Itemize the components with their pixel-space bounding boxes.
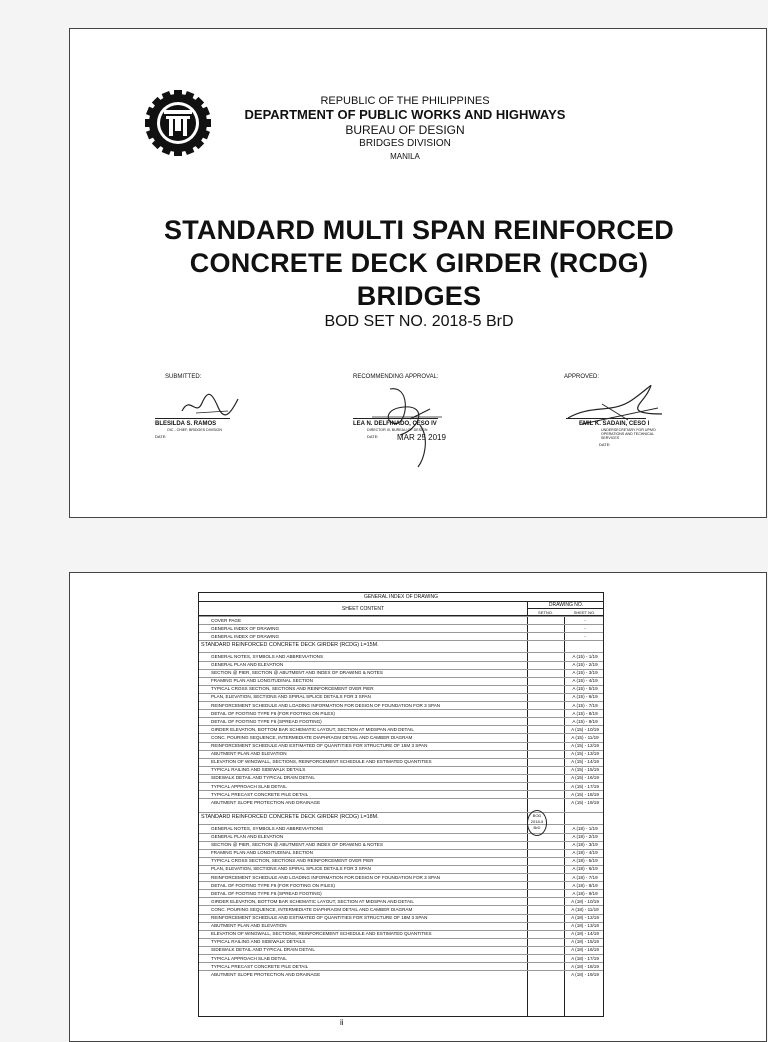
sheet-number-cell: A (15) - 14/19	[571, 759, 599, 765]
sheet-content-cell: PLAN, ELEVATION, SECTIONS AND SPIRAL SPLICE DETAILS FOR 3 SPAN	[211, 694, 371, 700]
sheet-number-cell: A (18) - 17/19	[571, 955, 599, 961]
sheet-number-cell: A (18) - 13/19	[571, 923, 599, 929]
sheet-content-cell: REINFORCEMENT SCHEDULE AND LOADING INFORMATION FOR DESIGN OF FOUNDATION FOR 3 SPAN	[211, 702, 441, 708]
sheet-number-cell: A (15) - 11/19	[571, 734, 599, 740]
sheet-content-cell: GENERAL PLAN AND ELEVATION	[211, 834, 284, 839]
sheet-number-cell: A (18) - 4/19	[572, 850, 598, 856]
signature-line-approved	[566, 418, 646, 419]
sheet-number-cell: A (15) - 3/19	[572, 670, 598, 676]
section-title: STANDARD REINFORCED CONCRETE DECK GIRDER (RCDG) L=15M.	[201, 641, 379, 648]
sheet-content-cell: REINFORCEMENT SCHEDULE AND LOADING INFORMATION FOR DESIGN OF FOUNDATION FOR 3 SPAN	[211, 874, 441, 880]
sheet-number-cell: A (15) - 7/19	[572, 702, 598, 708]
division-name: BRIDGES DIVISION	[359, 138, 451, 149]
sheet-content-cell: GENERAL INDEX OF DRAWING	[211, 625, 280, 631]
date-stamp: MAR 25 2019	[397, 433, 446, 442]
submitted-date-label: DATE:	[155, 434, 167, 439]
sheet-content-cell: TYPICAL PRECAST CONCRETE PILE DETAIL	[211, 963, 309, 969]
sheet-number-cell: A (18) - 2/19	[572, 834, 598, 839]
sheet-number-cell: A (18) - 12/19	[571, 915, 599, 920]
sheet-content-cell: REINFORCEMENT SCHEDULE AND ESTIMATED OF QUANTITIES FOR STRUCTURE OF 18M 3 SPAN	[211, 915, 428, 920]
sheet-number-cell: A (18) - 15/19	[571, 939, 599, 945]
sheet-content-cell: TYPICAL RAILING AND SIDEWALK DETAILS	[211, 767, 306, 773]
sheet-content-cell: DETAIL OF FOOTING TYPE F6 (FOR FOOTING ON PILES)	[211, 710, 335, 716]
sheet-content-cell: CONC. POURING SEQUENCE, INTERMEDIATE DIAPHRAGM DETAIL AND CAMBER DIAGRAM	[211, 734, 413, 740]
sheet-number-cell: A (18) - 6/19	[572, 866, 598, 872]
section-title: STANDARD REINFORCED CONCRETE DECK GIRDER (RCDG) L=18M.	[201, 813, 379, 820]
sheet-number-cell: A (18) - 16/19	[571, 947, 599, 953]
sheet-content-cell: ABUTMENT SLOPE PROTECTION AND DRAINAGE	[211, 799, 321, 805]
sheet-content-cell: ABUTMENT PLAN AND ELEVATION	[211, 923, 287, 929]
bod-stamp: BOD 2018-5 BrD	[527, 810, 547, 836]
sheet-number-cell: A (15) - 1/19	[572, 653, 598, 659]
sheet-content-cell: REINFORCEMENT SCHEDULE AND ESTIMATED OF QUANTITIES FOR STRUCTURE OF 15M 3 SPAN	[211, 743, 428, 748]
department-name: DEPARTMENT OF PUBLIC WORKS AND HIGHWAYS	[244, 107, 566, 122]
approved-role: UNDERSECRETARY FOR UPMO OPERATIONS AND TECHNICAL SERVICES	[601, 428, 656, 441]
document-title-line-1: STANDARD MULTI SPAN REINFORCED	[164, 215, 674, 245]
sheet-number-cell: A (18) - 10/19	[571, 898, 599, 904]
sheet-number-cell: A (15) - 13/19	[571, 751, 599, 757]
sheet-content-cell: TYPICAL CROSS SECTION, SECTIONS AND REINFORCEMENT OVER PIER	[211, 686, 374, 692]
bod-set-number: BOD SET NO. 2018-5 BrD	[324, 313, 514, 330]
bureau-name: BUREAU OF DESIGN	[345, 123, 465, 137]
sheet-number-cell: A (15) - 17/19	[571, 783, 599, 789]
page-number: ii	[340, 1018, 344, 1027]
sheet-number-cell: A (18) - 11/19	[571, 906, 599, 912]
document-title-line-2: CONCRETE DECK GIRDER (RCDG)	[189, 248, 649, 278]
sheet-number-cell: A (15) - 8/19	[572, 710, 598, 716]
sheet-content-cell: SIDEWALK DETAIL AND TYPICAL DRAIN DETAIL	[211, 947, 315, 953]
submitted-name: BLESILDA S. RAMOS	[155, 421, 217, 427]
sheet-number-cell: A (18) - 14/19	[571, 931, 599, 937]
sheet-content-cell: SIDEWALK DETAIL AND TYPICAL DRAIN DETAIL	[211, 775, 315, 781]
sheet-content-cell: GIRDER ELEVATION, BOTTOM BAR SCHEMATIC LAYOUT, SECTION AT MIDSPAN AND DETAIL	[211, 898, 414, 904]
sheet-number-cell: A (15) - 18/19	[571, 791, 599, 797]
col-set-no: SETNO.	[538, 610, 553, 615]
sheet-number-cell: A (18) - 18/19	[571, 963, 599, 969]
sheet-number-cell: A (15) - 4/19	[572, 678, 598, 684]
sheet-content-cell: DETAIL OF FOOTING TYPE F6 (SPREAD FOOTING)	[211, 718, 322, 724]
recommending-date-label: DATE:	[367, 434, 379, 439]
recommending-name: LEA N. DELFINADO, CESO IV	[353, 421, 437, 427]
sheet-number-cell: A (15) - 6/19	[572, 694, 598, 700]
sheet-number-cell: A (18) - 19/19	[571, 971, 599, 977]
document-title-line-3: BRIDGES	[356, 281, 482, 311]
signature-line-submitted	[155, 418, 230, 419]
sheet-number-cell: A (15) - 9/19	[572, 718, 598, 724]
sheet-content-cell: COVER PAGE	[211, 617, 242, 623]
cover-sheet	[69, 28, 767, 518]
sheet-number-cell: A (18) - 7/19	[572, 874, 598, 880]
approved-name: EMIL K. SADAIN, CESO I	[579, 421, 650, 427]
sheet-number-cell: A (15) - 15/19	[571, 767, 599, 773]
sheet-number-cell: A (15) - 19/19	[571, 799, 599, 805]
sheet-content-cell: CONC. POURING SEQUENCE, INTERMEDIATE DIAPHRAGM DETAIL AND CAMBER DIAGRAM	[211, 906, 413, 912]
dpwh-seal-icon	[144, 89, 212, 157]
sheet-content-cell: DETAIL OF FOOTING TYPE F6 (FOR FOOTING ON PILES)	[211, 882, 335, 888]
sheet-content-cell: ELEVATION OF WINGWALL, SECTIONS, REINFORCEMENT SCHEDULE AND ESTIMATED QUANTITIES	[211, 931, 432, 937]
index-sheet	[69, 572, 767, 1042]
sheet-number-cell: A (15) - 16/19	[571, 775, 599, 781]
signature-ramos-icon	[178, 389, 248, 419]
sheet-content-cell: PLAN, ELEVATION, SECTIONS AND SPIRAL SPLICE DETAILS FOR 3 SPAN	[211, 866, 371, 872]
sheet-number-cell: A (18) - 8/19	[572, 882, 598, 888]
approved-label: APPROVED:	[564, 374, 600, 380]
sheet-content-cell: DETAIL OF FOOTING TYPE F6 (SPREAD FOOTING)	[211, 890, 322, 896]
sheet-content-cell: TYPICAL PRECAST CONCRETE PILE DETAIL	[211, 791, 309, 797]
sheet-content-cell: TYPICAL APPROACH SLAB DETAIL	[211, 955, 287, 961]
sheet-number-cell: A (18) - 5/19	[572, 858, 598, 864]
sheet-number-cell: -	[584, 625, 586, 631]
sheet-content-cell: ABUTMENT PLAN AND ELEVATION	[211, 751, 287, 757]
approved-date-label: DATE:	[599, 442, 611, 447]
sheet-content-cell: GENERAL NOTES, SYMBOLS AND ABBREVIATIONS	[211, 825, 324, 831]
recommending-role: DIRECTOR III, BUREAU OF DESIGN	[367, 428, 428, 432]
sheet-content-cell: ABUTMENT SLOPE PROTECTION AND DRAINAGE	[211, 971, 321, 977]
recommending-label: RECOMMENDING APPROVAL:	[353, 374, 439, 380]
signature-line-recommending	[353, 418, 438, 419]
sheet-number-cell: A (15) - 5/19	[572, 686, 598, 692]
sheet-number-cell: A (18) - 9/19	[572, 890, 598, 896]
col-sheet-content: SHEET CONTENT	[341, 606, 385, 612]
sheet-content-cell: TYPICAL APPROACH SLAB DETAIL	[211, 783, 287, 789]
sheet-content-cell: GENERAL NOTES, SYMBOLS AND ABBREVIATIONS	[211, 653, 324, 659]
sheet-number-cell: -	[584, 633, 586, 639]
index-title: GENERAL INDEX OF DRAWING	[363, 594, 439, 600]
sheet-content-cell: FRAMING PLAN AND LONGITUDINAL SECTION	[211, 850, 313, 856]
sheet-content-cell: SECTION @ PIER, SECTION @ ABUTMENT AND INDEX OF DRAWING & NOTES	[211, 842, 383, 848]
col-drawing-no: DRAWING NO.	[548, 602, 584, 608]
col-sheet-no: SHEET NO.	[573, 610, 596, 615]
sheet-number-cell: A (15) - 2/19	[572, 662, 598, 667]
sheet-number-cell: -	[584, 617, 586, 623]
sheet-number-cell: A (18) - 3/19	[572, 842, 598, 848]
sheet-number-cell: A (15) - 10/19	[571, 726, 599, 732]
drawing-index-table	[198, 592, 604, 1017]
sheet-content-cell: FRAMING PLAN AND LONGITUDINAL SECTION	[211, 678, 313, 684]
sheet-number-cell: A (18) - 1/19	[572, 825, 598, 831]
sheet-content-cell: GENERAL PLAN AND ELEVATION	[211, 662, 284, 667]
submitted-label: SUBMITTED:	[165, 374, 202, 380]
sheet-content-cell: ELEVATION OF WINGWALL, SECTIONS, REINFORCEMENT SCHEDULE AND ESTIMATED QUANTITIES	[211, 759, 432, 765]
sheet-content-cell: SECTION @ PIER, SECTION @ ABUTMENT AND INDEX OF DRAWING & NOTES	[211, 670, 383, 676]
sheet-content-cell: TYPICAL CROSS SECTION, SECTIONS AND REINFORCEMENT OVER PIER	[211, 858, 374, 864]
republic-label: REPUBLIC OF THE PHILIPPINES	[320, 95, 490, 107]
submitted-role: OIC - CHIEF, BRIDGES DIVISION	[167, 428, 222, 432]
sheet-number-cell: A (15) - 12/19	[571, 743, 599, 748]
sheet-content-cell: GIRDER ELEVATION, BOTTOM BAR SCHEMATIC LAYOUT, SECTION AT MIDSPAN AND DETAIL	[211, 726, 414, 732]
sheet-content-cell: TYPICAL RAILING AND SIDEWALK DETAILS	[211, 939, 306, 945]
city-name: MANILA	[390, 152, 420, 161]
sheet-content-cell: GENERAL INDEX OF DRAWING	[211, 633, 280, 639]
